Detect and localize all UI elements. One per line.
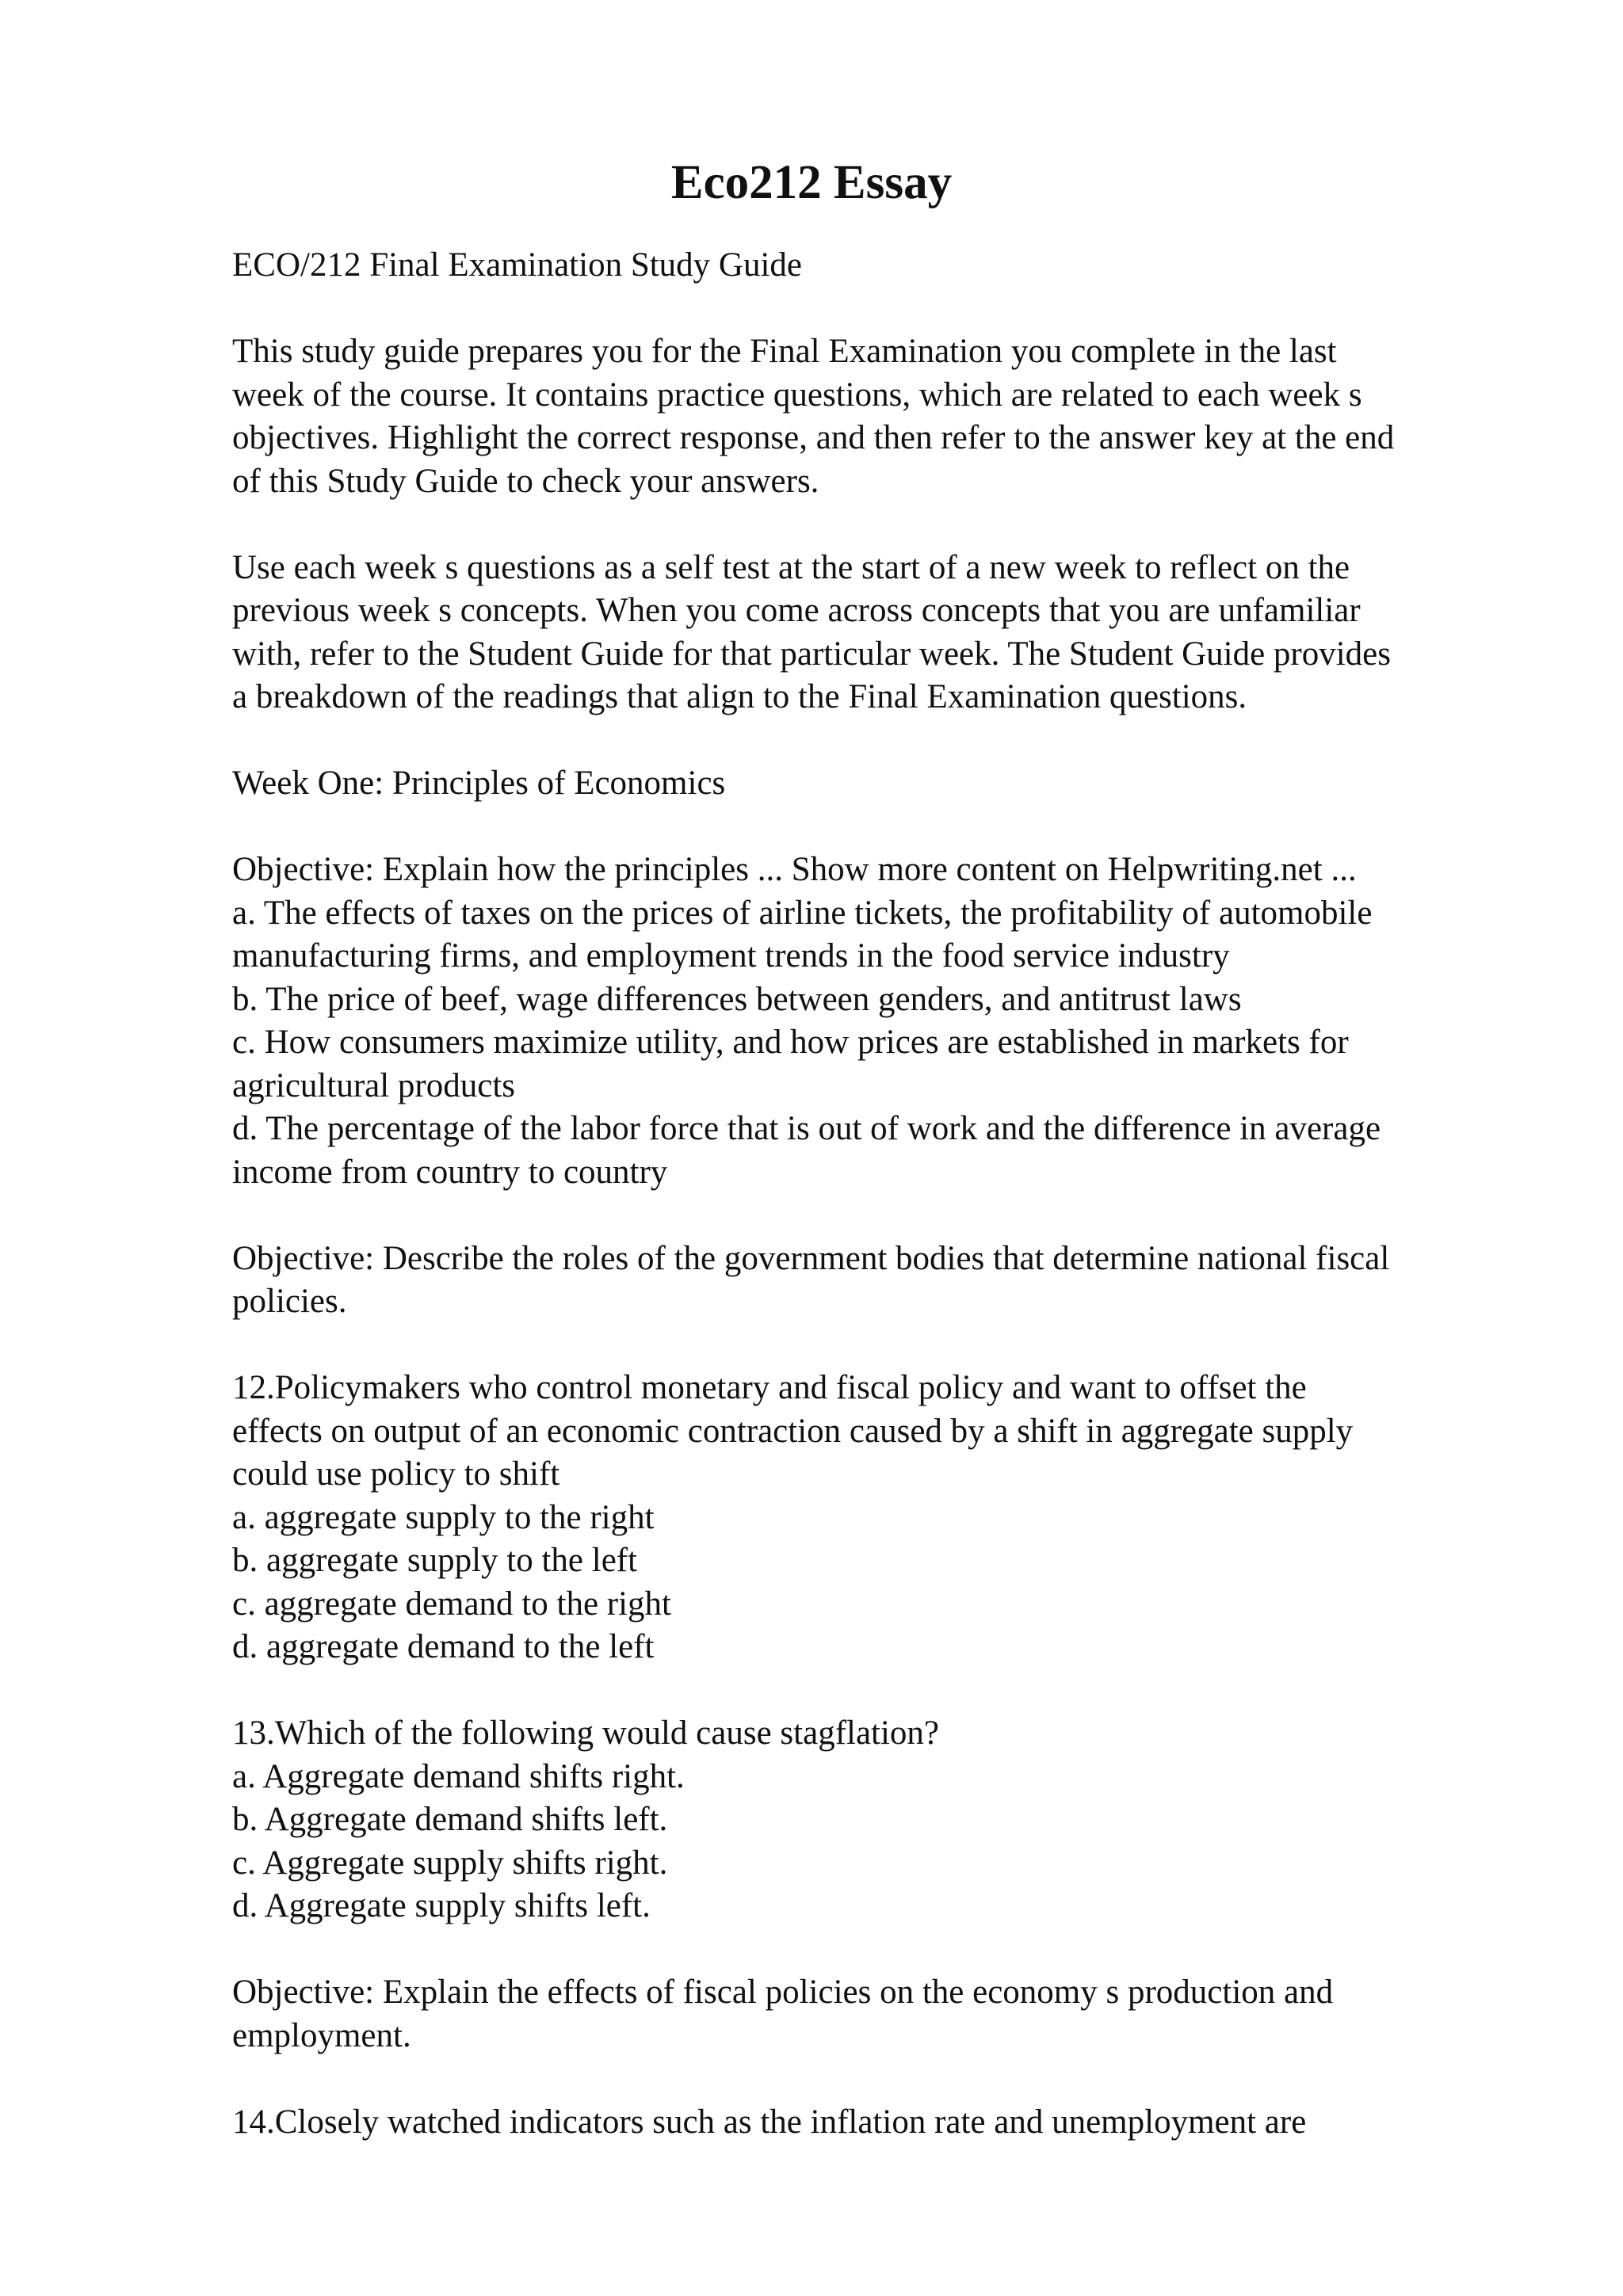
text-line: Objective: Explain the effects of fiscal policies on the economy s production and xyxy=(232,1974,1334,2011)
document-body xyxy=(232,244,1516,2187)
paragraph xyxy=(232,762,1516,806)
paragraph xyxy=(232,244,1516,288)
text-line: agricultural products xyxy=(232,1066,516,1104)
text-line: objectives. Highlight the correct response, and then refer to the answer key at the end xyxy=(232,419,1395,456)
text-line: with, refer to the Student Guide for that particular week. The Student Guide provides xyxy=(232,635,1391,673)
text-line: week of the course. It contains practice questions, which are related to each week s xyxy=(232,376,1362,414)
text-line: a breakdown of the readings that align to the Final Examination questions. xyxy=(232,678,1247,715)
text-line: 13.Which of the following would cause stagflation? xyxy=(232,1714,940,1752)
text-line: Objective: Explain how the principles ... Show more content on Helpwriting.net ... xyxy=(232,851,1357,888)
text-line: Week One: Principles of Economics xyxy=(232,765,726,802)
text-line: of this Study Guide to check your answers. xyxy=(232,462,819,500)
text-line: 14.Closely watched indicators such as the inflation rate and unemployment are xyxy=(232,2103,1307,2141)
text-line: c. How consumers maximize utility, and how prices are established in markets for xyxy=(232,1024,1349,1061)
paragraph xyxy=(232,1712,1516,1928)
text-line: effects on output of an economic contraction caused by a shift in aggregate supply xyxy=(232,1412,1354,1450)
text-line: b. aggregate supply to the left xyxy=(232,1542,638,1579)
text-line: d. The percentage of the labor force that is out of work and the difference in average xyxy=(232,1110,1381,1147)
paragraph xyxy=(232,1971,1516,2058)
text-line: d. aggregate demand to the left xyxy=(232,1628,655,1665)
text-line: manufacturing firms, and employment trends in the food service industry xyxy=(232,937,1230,974)
paragraph xyxy=(232,330,1516,503)
text-line: previous week s concepts. When you come across concepts that you are unfamiliar xyxy=(232,592,1361,629)
text-line: d. Aggregate supply shifts left. xyxy=(232,1887,651,1924)
text-line: ECO/212 Final Examination Study Guide xyxy=(232,246,803,284)
text-line: policies. xyxy=(232,1283,347,1320)
paragraph xyxy=(232,1367,1516,1669)
text-line: could use policy to shift xyxy=(232,1455,560,1493)
document-title: Eco212 Essay xyxy=(670,156,953,209)
text-line: c. aggregate demand to the right xyxy=(232,1585,672,1623)
paragraph xyxy=(232,2101,1516,2145)
text-line: b. The price of beef, wage differences between genders, and antitrust laws xyxy=(232,980,1242,1018)
text-line: income from country to country xyxy=(232,1153,668,1191)
paragraph xyxy=(232,1238,1516,1324)
text-line: This study guide prepares you for the Final Examination you complete in the last xyxy=(232,333,1337,370)
text-line: Objective: Describe the roles of the government bodies that determine national fiscal xyxy=(232,1239,1390,1277)
text-line: b. Aggregate demand shifts left. xyxy=(232,1801,668,1838)
text-line: 12.Policymakers who control monetary and fiscal policy and want to offset the xyxy=(232,1369,1307,1406)
text-line: a. The effects of taxes on the prices of airline tickets, the profitability of automobile xyxy=(232,894,1373,932)
text-line: Use each week s questions as a self test at the start of a new week to reflect on the xyxy=(232,548,1350,586)
text-line: employment. xyxy=(232,2016,411,2054)
text-line: a. Aggregate demand shifts right. xyxy=(232,1757,685,1795)
text-line: c. Aggregate supply shifts right. xyxy=(232,1844,668,1882)
text-line: a. aggregate supply to the right xyxy=(232,1498,655,1536)
paragraph xyxy=(232,547,1516,719)
paragraph xyxy=(232,849,1516,1194)
